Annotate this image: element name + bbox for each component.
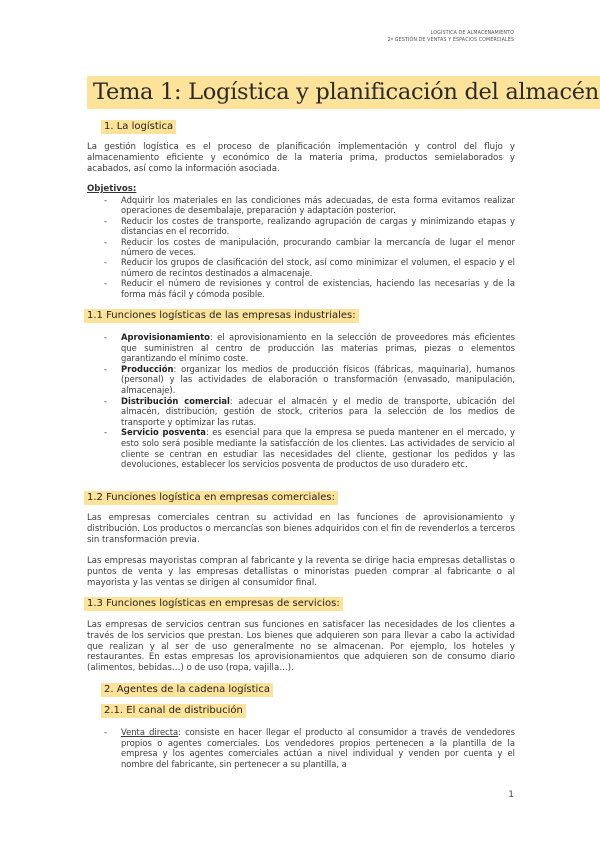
- dash-bullet: -: [104, 195, 108, 205]
- document-header: [388, 30, 514, 44]
- term-aprovisionamiento: Aprovisionamiento: [121, 332, 210, 342]
- funciones-industriales-list: [87, 332, 515, 470]
- list-item: - Adquirir los materiales en las condiciones más adecuadas, de esta forma evitamos realizar operaciones de desembalaje, preparación y adaptación posterior.: [104, 195, 515, 216]
- page-number: 1: [508, 790, 514, 800]
- list-item: - Aprovisionamiento: el aprovisionamiento en la selección de proveedores más eficientes que suministren al centro de producción las materias primas, piezas o elementos garantizando el mínimo coste.: [104, 332, 515, 364]
- section-heading-servicios: 1.3 Funciones logísticas en empresas de servicios:: [84, 597, 343, 611]
- list-item: - Distribución comercial: adecuar el almacén y el medio de transporte, ubicación del almacén, distribución, gestión de stock, criterios para la selección de los medios de transporte y optimizar las rutas.: [104, 395, 515, 427]
- servicios-paragraph: Las empresas de servicios centran sus funciones en satisfacer las necesidades de los clientes a través de los servicios que prestan. Los bienes que adquieren son para llevar a cabo la actividad que realizan y al ser de uso generalmente no se almacenan. Por ejemplo, los hoteles y restaurantes. En estas empresas los aprovisionamientos que adquieren son de consumo diario (alimentos, bebidas…) o de uso (ropa, vajilla…).: [87, 620, 515, 674]
- dash-bullet: -: [104, 395, 108, 406]
- canal-list: [87, 727, 515, 769]
- dash-bullet: -: [104, 236, 108, 247]
- term-distribucion: Distribución comercial: [121, 395, 230, 406]
- list-item: - Reducir los costes de manipulación, procurando cambiar la mercancía de lugar el menor número de veces.: [104, 236, 515, 258]
- term-posventa: Servicio posventa: [121, 427, 206, 438]
- page-title: Tema 1: Logística y planificación del almacén: [87, 76, 600, 109]
- section-intro-paragraph: La gestión logística es el proceso de planificación implementación y control del flujo y almacenamiento eficiente y económico de la materia prima, productos semielaborados y acabados, así como la información asociada.: [87, 142, 515, 174]
- list-item: - Reducir el número de revisiones y control de existencias, haciendo las necesarias y de la forma más fácil y cómoda posible.: [104, 278, 515, 299]
- list-item: - Reducir los costes de transporte, realizando agrupación de cargas y minimizando etapas y distancias en el recorrido.: [104, 215, 515, 237]
- section-heading-la-logistica: 1. La logística: [101, 120, 176, 134]
- list-item: - Reducir los grupos de clasificación del stock, así como minimizar el volumen, el espacio y el número de recintos destinados a almacenaje.: [104, 257, 515, 278]
- term-venta-directa: Venta directa: [121, 727, 179, 737]
- dash-bullet: -: [104, 257, 108, 268]
- dash-bullet: -: [104, 427, 108, 438]
- term-produccion: Producción: [121, 363, 174, 374]
- dash-bullet: -: [104, 363, 108, 374]
- header-subject: LOGÍSTICA DE ALMACENAMIENTO: [430, 31, 514, 36]
- list-item: - Servicio posventa: es esencial para que la empresa se pueda mantener en el mercado, y esto solo será posible mediante la satisfacción de los clientes. Las actividades de servicio al cliente se centran en estudiar las necesidades del cliente, gestionar los pedidos y las devoluciones, establecer los servicios posventa de productos de uso duradero etc.: [104, 427, 515, 470]
- objetivos-label: Objetivos:: [87, 184, 137, 194]
- list-item: - Venta directa: consiste en hacer llegar el producto al consumidor a través de vendedores propios o agentes comerciales. Los vendedores propios pertenecen a la plantilla de la empresa y los agentes comerciales actúan a nivel individual y venden por cuenta y el nombre del fabricante, sin pertenecer a su plantilla, a: [104, 727, 515, 769]
- section-heading-industriales: 1.1 Funciones logísticas de las empresas industriales:: [84, 309, 359, 323]
- list-item: - Producción: organizar los medios de producción físicos (fábricas, maquinaria), humanos (personal) y las actividades de elaboración o transformación (envasado, manipulación, almacenaje).: [104, 363, 515, 395]
- dash-bullet: -: [104, 215, 108, 226]
- dash-bullet: -: [104, 727, 108, 737]
- dash-bullet: -: [104, 332, 108, 342]
- header-course: 2º GESTIÓN DE VENTAS Y ESPACIOS COMERCIALES: [387, 38, 514, 43]
- comerciales-paragraph-2: Las empresas mayoristas compran al fabricante y la reventa se dirige hacia empresas detallistas o puntos de venta y las empresas detallistas o minoristas pueden comprar al fabricante o al mayorista y las ventas se dirigen al consumidor final.: [87, 556, 515, 588]
- section-heading-canal: 2.1. El canal de distribución: [101, 704, 246, 718]
- section-heading-comerciales: 1.2 Funciones logística en empresas comerciales:: [84, 491, 338, 505]
- comerciales-paragraph-1: Las empresas comerciales centran su actividad en las funciones de aprovisionamiento y distribución. Los productos o mercancías son bienes adquiridos con el fin de revenderlos a terceros sin transformación previa.: [87, 513, 515, 545]
- dash-bullet: -: [104, 278, 108, 289]
- section-heading-agentes: 2. Agentes de la cadena logística: [101, 683, 273, 697]
- objetivos-list: [87, 195, 515, 299]
